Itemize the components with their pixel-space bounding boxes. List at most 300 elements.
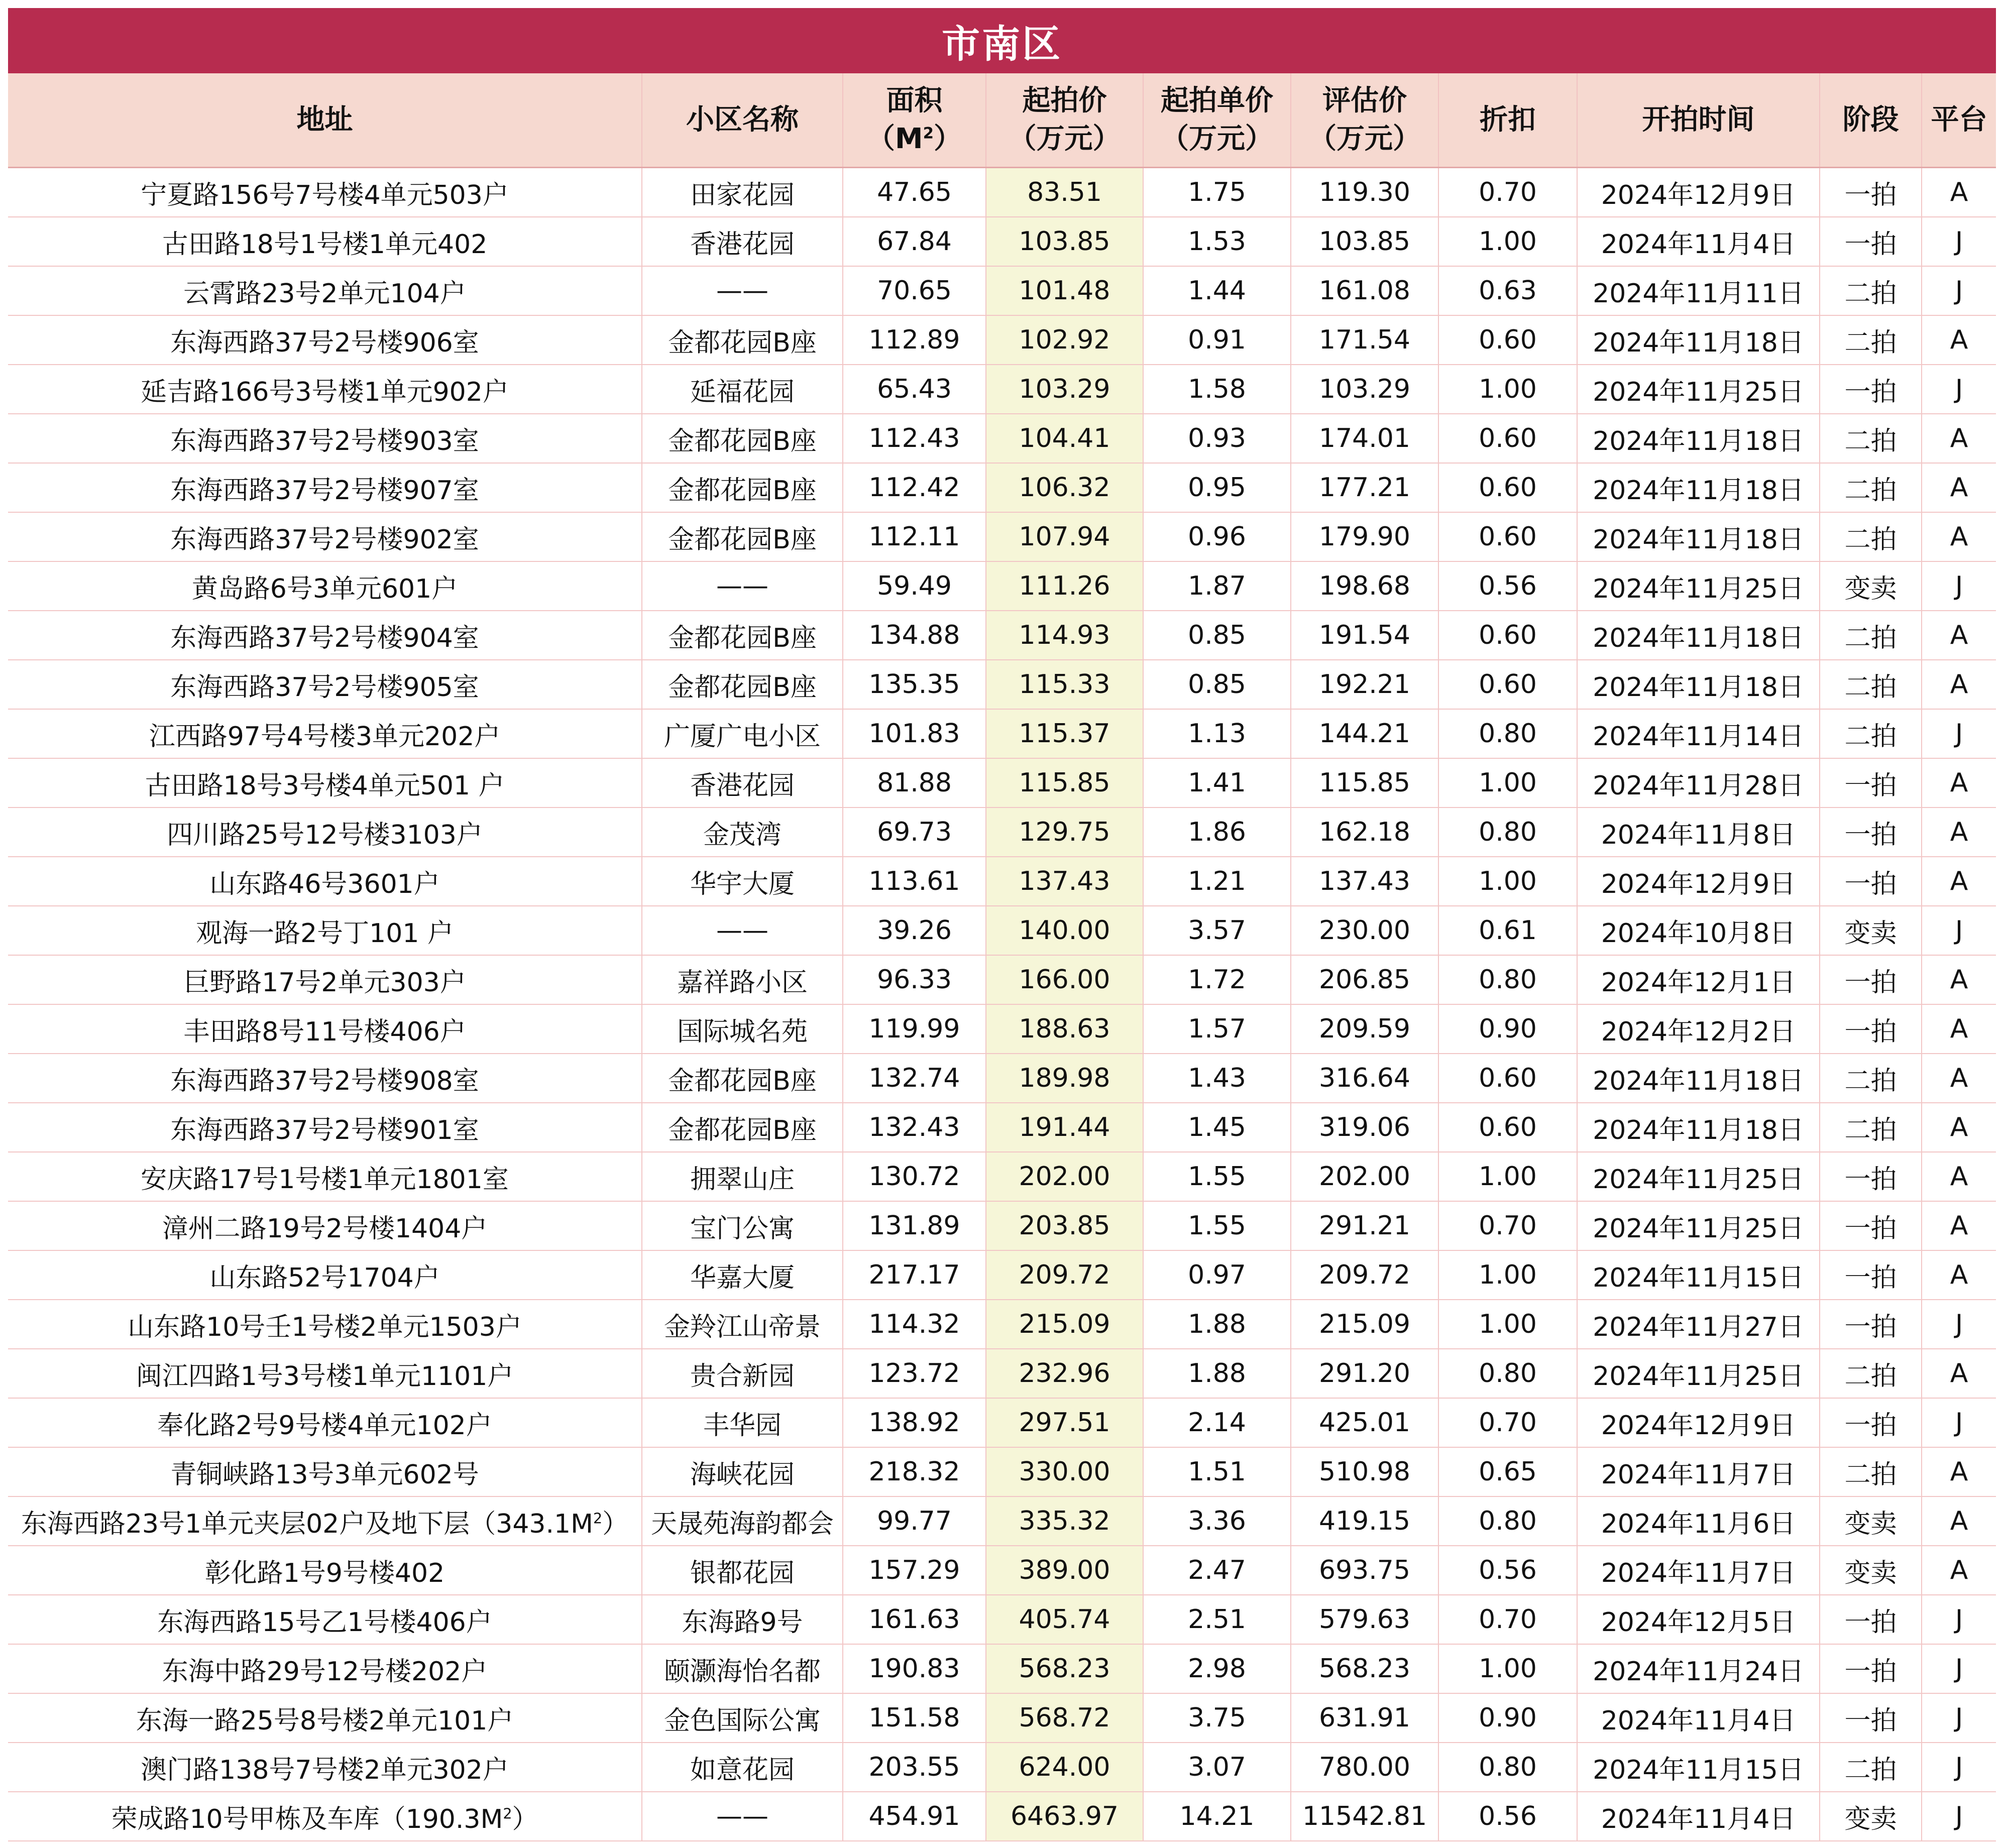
community-cell: 香港花园 bbox=[642, 758, 843, 807]
area-cell: 217.17 bbox=[843, 1250, 986, 1300]
appraisal-cell: 319.06 bbox=[1291, 1103, 1438, 1152]
table-row bbox=[8, 315, 1996, 365]
header-unit-price: 起拍单价 （万元） bbox=[1143, 73, 1291, 168]
start-price-cell: 102.92 bbox=[986, 315, 1143, 365]
start-price-cell: 330.00 bbox=[986, 1447, 1143, 1496]
discount-cell: 0.63 bbox=[1438, 266, 1577, 315]
appraisal-cell: 171.54 bbox=[1291, 315, 1438, 365]
community-cell: 华嘉大厦 bbox=[642, 1250, 843, 1300]
start-price-cell: 101.48 bbox=[986, 266, 1143, 315]
start-price-cell: 137.43 bbox=[986, 857, 1143, 906]
platform-cell: A bbox=[1922, 168, 1996, 217]
stage-cell: 一拍 bbox=[1820, 1644, 1922, 1693]
table-row bbox=[8, 955, 1996, 1004]
appraisal-cell: 209.72 bbox=[1291, 1250, 1438, 1300]
start-price-cell: 129.75 bbox=[986, 807, 1143, 857]
stage-cell: 一拍 bbox=[1820, 807, 1922, 857]
discount-cell: 1.00 bbox=[1438, 758, 1577, 807]
unit-price-cell: 3.57 bbox=[1143, 906, 1291, 955]
address-cell: 东海西路23号1单元夹层02户及地下层$(343.1M^2)$ bbox=[8, 1496, 642, 1546]
area-cell: 47.65 bbox=[843, 168, 986, 217]
appraisal-cell: 291.20 bbox=[1291, 1349, 1438, 1398]
community-cell: 东海路9号 bbox=[642, 1595, 843, 1644]
unit-price-cell: 0.93 bbox=[1143, 414, 1291, 463]
unit-price-cell: 0.97 bbox=[1143, 1250, 1291, 1300]
header-row bbox=[8, 73, 1996, 168]
discount-cell: 0.65 bbox=[1438, 1447, 1577, 1496]
area-cell: 132.74 bbox=[843, 1054, 986, 1103]
community-cell: 金都花园B座 bbox=[642, 414, 843, 463]
area-cell: 151.58 bbox=[843, 1693, 986, 1743]
table-body bbox=[8, 168, 1996, 1841]
platform-cell: A bbox=[1922, 1546, 1996, 1595]
table-row bbox=[8, 1447, 1996, 1496]
header-platform: 平台 bbox=[1922, 73, 1996, 168]
stage-cell: 一拍 bbox=[1820, 1250, 1922, 1300]
table-row bbox=[8, 1054, 1996, 1103]
address-cell: 安庆路17号1号楼1单元1801室 bbox=[8, 1152, 642, 1201]
unit-price-cell: 1.45 bbox=[1143, 1103, 1291, 1152]
table-row bbox=[8, 414, 1996, 463]
appraisal-cell: 206.85 bbox=[1291, 955, 1438, 1004]
start-price-cell: 188.63 bbox=[986, 1004, 1143, 1054]
date-cell: 2024年11月18日 bbox=[1577, 512, 1820, 561]
discount-cell: 0.56 bbox=[1438, 561, 1577, 611]
appraisal-cell: 192.21 bbox=[1291, 660, 1438, 709]
address-cell: 丰田路8号11号楼406户 bbox=[8, 1004, 642, 1054]
start-price-cell: 115.37 bbox=[986, 709, 1143, 758]
table-row bbox=[8, 1349, 1996, 1398]
date-cell: 2024年12月5日 bbox=[1577, 1595, 1820, 1644]
community-cell: 金色国际公寓 bbox=[642, 1693, 843, 1743]
unit-price-cell: 1.13 bbox=[1143, 709, 1291, 758]
stage-cell: 一拍 bbox=[1820, 1004, 1922, 1054]
community-cell: 金都花园B座 bbox=[642, 611, 843, 660]
date-cell: 2024年11月25日 bbox=[1577, 1349, 1820, 1398]
discount-cell: 0.70 bbox=[1438, 1398, 1577, 1447]
discount-cell: 0.90 bbox=[1438, 1693, 1577, 1743]
start-price-cell: 103.29 bbox=[986, 365, 1143, 414]
area-cell: 69.73 bbox=[843, 807, 986, 857]
appraisal-cell: 780.00 bbox=[1291, 1743, 1438, 1792]
community-cell: 延福花园 bbox=[642, 365, 843, 414]
appraisal-cell: 693.75 bbox=[1291, 1546, 1438, 1595]
area-cell: 135.35 bbox=[843, 660, 986, 709]
community-cell: 金羚江山帝景 bbox=[642, 1300, 843, 1349]
appraisal-cell: 11542.81 bbox=[1291, 1792, 1438, 1841]
area-cell: 132.43 bbox=[843, 1103, 986, 1152]
platform-cell: A bbox=[1922, 660, 1996, 709]
discount-cell: 0.70 bbox=[1438, 1201, 1577, 1250]
unit-price-cell: 1.86 bbox=[1143, 807, 1291, 857]
discount-cell: 0.60 bbox=[1438, 414, 1577, 463]
header-stage: 阶段 bbox=[1820, 73, 1922, 168]
discount-cell: 1.00 bbox=[1438, 217, 1577, 266]
unit-price-cell: 14.21 bbox=[1143, 1792, 1291, 1841]
stage-cell: 变卖 bbox=[1820, 906, 1922, 955]
start-price-cell: 405.74 bbox=[986, 1595, 1143, 1644]
area-cell: 65.43 bbox=[843, 365, 986, 414]
address-cell: 青铜峡路13号3单元602号 bbox=[8, 1447, 642, 1496]
stage-cell: 二拍 bbox=[1820, 1054, 1922, 1103]
discount-cell: 1.00 bbox=[1438, 1644, 1577, 1693]
address-cell: 山东路52号1704户 bbox=[8, 1250, 642, 1300]
stage-cell: 一拍 bbox=[1820, 168, 1922, 217]
platform-cell: J bbox=[1922, 1644, 1996, 1693]
appraisal-cell: 119.30 bbox=[1291, 168, 1438, 217]
stage-cell: 二拍 bbox=[1820, 315, 1922, 365]
community-cell: 田家花园 bbox=[642, 168, 843, 217]
address-cell: 东海西路37号2号楼907室 bbox=[8, 463, 642, 512]
platform-cell: A bbox=[1922, 857, 1996, 906]
appraisal-cell: 419.15 bbox=[1291, 1496, 1438, 1546]
start-price-cell: 103.85 bbox=[986, 217, 1143, 266]
platform-cell: A bbox=[1922, 1201, 1996, 1250]
address-cell: 奉化路2号9号楼4单元102户 bbox=[8, 1398, 642, 1447]
date-cell: 2024年11月18日 bbox=[1577, 1054, 1820, 1103]
area-cell: 39.26 bbox=[843, 906, 986, 955]
discount-cell: 0.60 bbox=[1438, 315, 1577, 365]
appraisal-cell: 510.98 bbox=[1291, 1447, 1438, 1496]
start-price-cell: 202.00 bbox=[986, 1152, 1143, 1201]
stage-cell: 变卖 bbox=[1820, 561, 1922, 611]
discount-cell: 0.56 bbox=[1438, 1546, 1577, 1595]
unit-price-cell: 1.44 bbox=[1143, 266, 1291, 315]
stage-cell: 一拍 bbox=[1820, 1201, 1922, 1250]
discount-cell: 0.60 bbox=[1438, 660, 1577, 709]
discount-cell: 0.60 bbox=[1438, 611, 1577, 660]
area-cell: 70.65 bbox=[843, 266, 986, 315]
area-cell: 59.49 bbox=[843, 561, 986, 611]
appraisal-cell: 568.23 bbox=[1291, 1644, 1438, 1693]
date-cell: 2024年12月1日 bbox=[1577, 955, 1820, 1004]
stage-cell: 二拍 bbox=[1820, 709, 1922, 758]
discount-cell: 1.00 bbox=[1438, 1300, 1577, 1349]
stage-cell: 二拍 bbox=[1820, 414, 1922, 463]
header-community: 小区名称 bbox=[642, 73, 843, 168]
date-cell: 2024年11月18日 bbox=[1577, 463, 1820, 512]
unit-price-cell: 1.55 bbox=[1143, 1152, 1291, 1201]
unit-price-cell: 2.47 bbox=[1143, 1546, 1291, 1595]
community-cell: 金都花园B座 bbox=[642, 463, 843, 512]
start-price-cell: 203.85 bbox=[986, 1201, 1143, 1250]
community-cell: 海峡花园 bbox=[642, 1447, 843, 1496]
table-row bbox=[8, 1398, 1996, 1447]
area-cell: 134.88 bbox=[843, 611, 986, 660]
date-cell: 2024年11月24日 bbox=[1577, 1644, 1820, 1693]
community-cell: —— bbox=[642, 561, 843, 611]
community-cell: 宝门公寓 bbox=[642, 1201, 843, 1250]
area-cell: 119.99 bbox=[843, 1004, 986, 1054]
area-cell: 99.77 bbox=[843, 1496, 986, 1546]
discount-cell: 0.70 bbox=[1438, 168, 1577, 217]
area-cell: 101.83 bbox=[843, 709, 986, 758]
auction-table bbox=[8, 73, 1996, 1841]
date-cell: 2024年11月18日 bbox=[1577, 1103, 1820, 1152]
discount-cell: 0.70 bbox=[1438, 1595, 1577, 1644]
date-cell: 2024年11月25日 bbox=[1577, 1152, 1820, 1201]
unit-price-cell: 1.75 bbox=[1143, 168, 1291, 217]
date-cell: 2024年11月25日 bbox=[1577, 365, 1820, 414]
stage-cell: 一拍 bbox=[1820, 857, 1922, 906]
address-cell: 观海一路2号丁101 户 bbox=[8, 906, 642, 955]
area-cell: 161.63 bbox=[843, 1595, 986, 1644]
stage-cell: 二拍 bbox=[1820, 660, 1922, 709]
unit-price-cell: 3.07 bbox=[1143, 1743, 1291, 1792]
discount-cell: 0.90 bbox=[1438, 1004, 1577, 1054]
appraisal-cell: 174.01 bbox=[1291, 414, 1438, 463]
address-cell: 彰化路1号9号楼402 bbox=[8, 1546, 642, 1595]
address-cell: 漳州二路19号2号楼1404户 bbox=[8, 1201, 642, 1250]
start-price-cell: 191.44 bbox=[986, 1103, 1143, 1152]
table-row bbox=[8, 512, 1996, 561]
table-row bbox=[8, 906, 1996, 955]
platform-cell: J bbox=[1922, 217, 1996, 266]
start-price-cell: 232.96 bbox=[986, 1349, 1143, 1398]
community-cell: 颐灏海怡名都 bbox=[642, 1644, 843, 1693]
stage-cell: 一拍 bbox=[1820, 1152, 1922, 1201]
platform-cell: A bbox=[1922, 1250, 1996, 1300]
platform-cell: J bbox=[1922, 1792, 1996, 1841]
table-row bbox=[8, 1004, 1996, 1054]
appraisal-cell: 103.85 bbox=[1291, 217, 1438, 266]
area-cell: 67.84 bbox=[843, 217, 986, 266]
stage-cell: 变卖 bbox=[1820, 1792, 1922, 1841]
appraisal-cell: 316.64 bbox=[1291, 1054, 1438, 1103]
platform-cell: A bbox=[1922, 512, 1996, 561]
community-cell: 金都花园B座 bbox=[642, 315, 843, 365]
auction-sheet bbox=[8, 8, 1996, 1841]
discount-cell: 1.00 bbox=[1438, 1250, 1577, 1300]
start-price-cell: 389.00 bbox=[986, 1546, 1143, 1595]
start-price-cell: 166.00 bbox=[986, 955, 1143, 1004]
unit-price-cell: 3.75 bbox=[1143, 1693, 1291, 1743]
community-cell: —— bbox=[642, 906, 843, 955]
date-cell: 2024年11月18日 bbox=[1577, 315, 1820, 365]
community-cell: 丰华园 bbox=[642, 1398, 843, 1447]
table-row bbox=[8, 611, 1996, 660]
appraisal-cell: 103.29 bbox=[1291, 365, 1438, 414]
unit-price-cell: 1.55 bbox=[1143, 1201, 1291, 1250]
community-cell: —— bbox=[642, 266, 843, 315]
address-cell: 荣成路10号甲栋及车库$(190.3M^2)$ bbox=[8, 1792, 642, 1841]
appraisal-cell: 144.21 bbox=[1291, 709, 1438, 758]
address-cell: 东海西路37号2号楼906室 bbox=[8, 315, 642, 365]
date-cell: 2024年11月15日 bbox=[1577, 1743, 1820, 1792]
stage-cell: 二拍 bbox=[1820, 611, 1922, 660]
stage-cell: 一拍 bbox=[1820, 1693, 1922, 1743]
appraisal-cell: 198.68 bbox=[1291, 561, 1438, 611]
date-cell: 2024年11月7日 bbox=[1577, 1447, 1820, 1496]
unit-price-cell: 1.57 bbox=[1143, 1004, 1291, 1054]
date-cell: 2024年11月8日 bbox=[1577, 807, 1820, 857]
discount-cell: 1.00 bbox=[1438, 1152, 1577, 1201]
unit-price-cell: 1.51 bbox=[1143, 1447, 1291, 1496]
table-row bbox=[8, 857, 1996, 906]
unit-price-cell: 1.58 bbox=[1143, 365, 1291, 414]
stage-cell: 二拍 bbox=[1820, 463, 1922, 512]
table-row bbox=[8, 1644, 1996, 1693]
address-cell: 东海西路37号2号楼904室 bbox=[8, 611, 642, 660]
table-row bbox=[8, 463, 1996, 512]
area-cell: 112.42 bbox=[843, 463, 986, 512]
start-price-cell: 209.72 bbox=[986, 1250, 1143, 1300]
area-cell: 157.29 bbox=[843, 1546, 986, 1595]
community-cell: 金茂湾 bbox=[642, 807, 843, 857]
date-cell: 2024年11月27日 bbox=[1577, 1300, 1820, 1349]
address-cell: 东海西路37号2号楼902室 bbox=[8, 512, 642, 561]
unit-price-cell: 1.43 bbox=[1143, 1054, 1291, 1103]
stage-cell: 二拍 bbox=[1820, 1349, 1922, 1398]
address-cell: 古田路18号1号楼1单元402 bbox=[8, 217, 642, 266]
appraisal-cell: 115.85 bbox=[1291, 758, 1438, 807]
stage-cell: 二拍 bbox=[1820, 1743, 1922, 1792]
start-price-cell: 140.00 bbox=[986, 906, 1143, 955]
date-cell: 2024年11月25日 bbox=[1577, 1201, 1820, 1250]
area-cell: 138.92 bbox=[843, 1398, 986, 1447]
discount-cell: 1.00 bbox=[1438, 365, 1577, 414]
area-cell: 81.88 bbox=[843, 758, 986, 807]
start-price-cell: 6463.97 bbox=[986, 1792, 1143, 1841]
table-row bbox=[8, 217, 1996, 266]
date-cell: 2024年11月18日 bbox=[1577, 611, 1820, 660]
stage-cell: 一拍 bbox=[1820, 217, 1922, 266]
start-price-cell: 189.98 bbox=[986, 1054, 1143, 1103]
stage-cell: 一拍 bbox=[1820, 1398, 1922, 1447]
date-cell: 2024年11月14日 bbox=[1577, 709, 1820, 758]
area-cell: 112.89 bbox=[843, 315, 986, 365]
address-cell: 东海西路15号乙1号楼406户 bbox=[8, 1595, 642, 1644]
unit-price-cell: 1.53 bbox=[1143, 217, 1291, 266]
unit-price-cell: 2.14 bbox=[1143, 1398, 1291, 1447]
address-cell: 巨野路17号2单元303户 bbox=[8, 955, 642, 1004]
header-start-price: 起拍价 （万元） bbox=[986, 73, 1143, 168]
discount-cell: 0.80 bbox=[1438, 1743, 1577, 1792]
community-cell: 贵合新园 bbox=[642, 1349, 843, 1398]
area-cell: 130.72 bbox=[843, 1152, 986, 1201]
stage-cell: 变卖 bbox=[1820, 1546, 1922, 1595]
unit-price-cell: 1.88 bbox=[1143, 1300, 1291, 1349]
community-cell: 金都花园B座 bbox=[642, 1054, 843, 1103]
unit-price-cell: 1.41 bbox=[1143, 758, 1291, 807]
unit-price-cell: 2.98 bbox=[1143, 1644, 1291, 1693]
platform-cell: A bbox=[1922, 414, 1996, 463]
appraisal-cell: 425.01 bbox=[1291, 1398, 1438, 1447]
table-row bbox=[8, 365, 1996, 414]
start-price-cell: 114.93 bbox=[986, 611, 1143, 660]
platform-cell: A bbox=[1922, 1496, 1996, 1546]
address-cell: 四川路25号12号楼3103户 bbox=[8, 807, 642, 857]
address-cell: 闽江四路1号3号楼1单元1101户 bbox=[8, 1349, 642, 1398]
appraisal-cell: 162.18 bbox=[1291, 807, 1438, 857]
table-row bbox=[8, 1743, 1996, 1792]
community-cell: —— bbox=[642, 1792, 843, 1841]
start-price-cell: 115.85 bbox=[986, 758, 1143, 807]
date-cell: 2024年11月11日 bbox=[1577, 266, 1820, 315]
unit-price-cell: 1.88 bbox=[1143, 1349, 1291, 1398]
platform-cell: J bbox=[1922, 365, 1996, 414]
unit-price-cell: 1.87 bbox=[1143, 561, 1291, 611]
date-cell: 2024年10月8日 bbox=[1577, 906, 1820, 955]
community-cell: 天晟苑海韵都会 bbox=[642, 1496, 843, 1546]
stage-cell: 二拍 bbox=[1820, 1103, 1922, 1152]
community-cell: 金都花园B座 bbox=[642, 1103, 843, 1152]
address-cell: 东海西路37号2号楼903室 bbox=[8, 414, 642, 463]
appraisal-cell: 177.21 bbox=[1291, 463, 1438, 512]
area-cell: 112.11 bbox=[843, 512, 986, 561]
table-row bbox=[8, 660, 1996, 709]
stage-cell: 二拍 bbox=[1820, 512, 1922, 561]
table-row bbox=[8, 758, 1996, 807]
platform-cell: A bbox=[1922, 611, 1996, 660]
date-cell: 2024年11月4日 bbox=[1577, 217, 1820, 266]
community-cell: 如意花园 bbox=[642, 1743, 843, 1792]
stage-cell: 二拍 bbox=[1820, 266, 1922, 315]
start-price-cell: 106.32 bbox=[986, 463, 1143, 512]
platform-cell: J bbox=[1922, 1693, 1996, 1743]
table-row bbox=[8, 1693, 1996, 1743]
appraisal-cell: 215.09 bbox=[1291, 1300, 1438, 1349]
stage-cell: 一拍 bbox=[1820, 365, 1922, 414]
table-row bbox=[8, 1595, 1996, 1644]
date-cell: 2024年12月9日 bbox=[1577, 168, 1820, 217]
address-cell: 东海西路37号2号楼901室 bbox=[8, 1103, 642, 1152]
address-cell: 东海西路37号2号楼908室 bbox=[8, 1054, 642, 1103]
platform-cell: A bbox=[1922, 315, 1996, 365]
appraisal-cell: 137.43 bbox=[1291, 857, 1438, 906]
table-row bbox=[8, 1546, 1996, 1595]
address-cell: 东海一路25号8号楼2单元101户 bbox=[8, 1693, 642, 1743]
discount-cell: 0.60 bbox=[1438, 512, 1577, 561]
address-cell: 古田路18号3号楼4单元501 户 bbox=[8, 758, 642, 807]
platform-cell: J bbox=[1922, 1743, 1996, 1792]
area-cell: 218.32 bbox=[843, 1447, 986, 1496]
unit-price-cell: 0.95 bbox=[1143, 463, 1291, 512]
header-area: 面积 $(M^2)$ bbox=[843, 73, 986, 168]
stage-cell: 一拍 bbox=[1820, 1595, 1922, 1644]
date-cell: 2024年11月4日 bbox=[1577, 1693, 1820, 1743]
address-cell: 延吉路166号3号楼1单元902户 bbox=[8, 365, 642, 414]
start-price-cell: 83.51 bbox=[986, 168, 1143, 217]
platform-cell: J bbox=[1922, 1595, 1996, 1644]
area-cell: 114.32 bbox=[843, 1300, 986, 1349]
platform-cell: A bbox=[1922, 807, 1996, 857]
discount-cell: 1.00 bbox=[1438, 857, 1577, 906]
table-row bbox=[8, 709, 1996, 758]
date-cell: 2024年11月6日 bbox=[1577, 1496, 1820, 1546]
platform-cell: J bbox=[1922, 266, 1996, 315]
table-row bbox=[8, 1250, 1996, 1300]
appraisal-cell: 161.08 bbox=[1291, 266, 1438, 315]
unit-price-cell: 0.85 bbox=[1143, 660, 1291, 709]
start-price-cell: 107.94 bbox=[986, 512, 1143, 561]
start-price-cell: 624.00 bbox=[986, 1743, 1143, 1792]
date-cell: 2024年11月28日 bbox=[1577, 758, 1820, 807]
stage-cell: 一拍 bbox=[1820, 758, 1922, 807]
stage-cell: 二拍 bbox=[1820, 1447, 1922, 1496]
unit-price-cell: 1.72 bbox=[1143, 955, 1291, 1004]
community-cell: 华宇大厦 bbox=[642, 857, 843, 906]
date-cell: 2024年11月18日 bbox=[1577, 414, 1820, 463]
unit-price-cell: 3.36 bbox=[1143, 1496, 1291, 1546]
community-cell: 香港花园 bbox=[642, 217, 843, 266]
unit-price-cell: 1.21 bbox=[1143, 857, 1291, 906]
stage-cell: 变卖 bbox=[1820, 1496, 1922, 1546]
appraisal-cell: 579.63 bbox=[1291, 1595, 1438, 1644]
community-cell: 广厦广电小区 bbox=[642, 709, 843, 758]
start-price-cell: 335.32 bbox=[986, 1496, 1143, 1546]
platform-cell: A bbox=[1922, 463, 1996, 512]
